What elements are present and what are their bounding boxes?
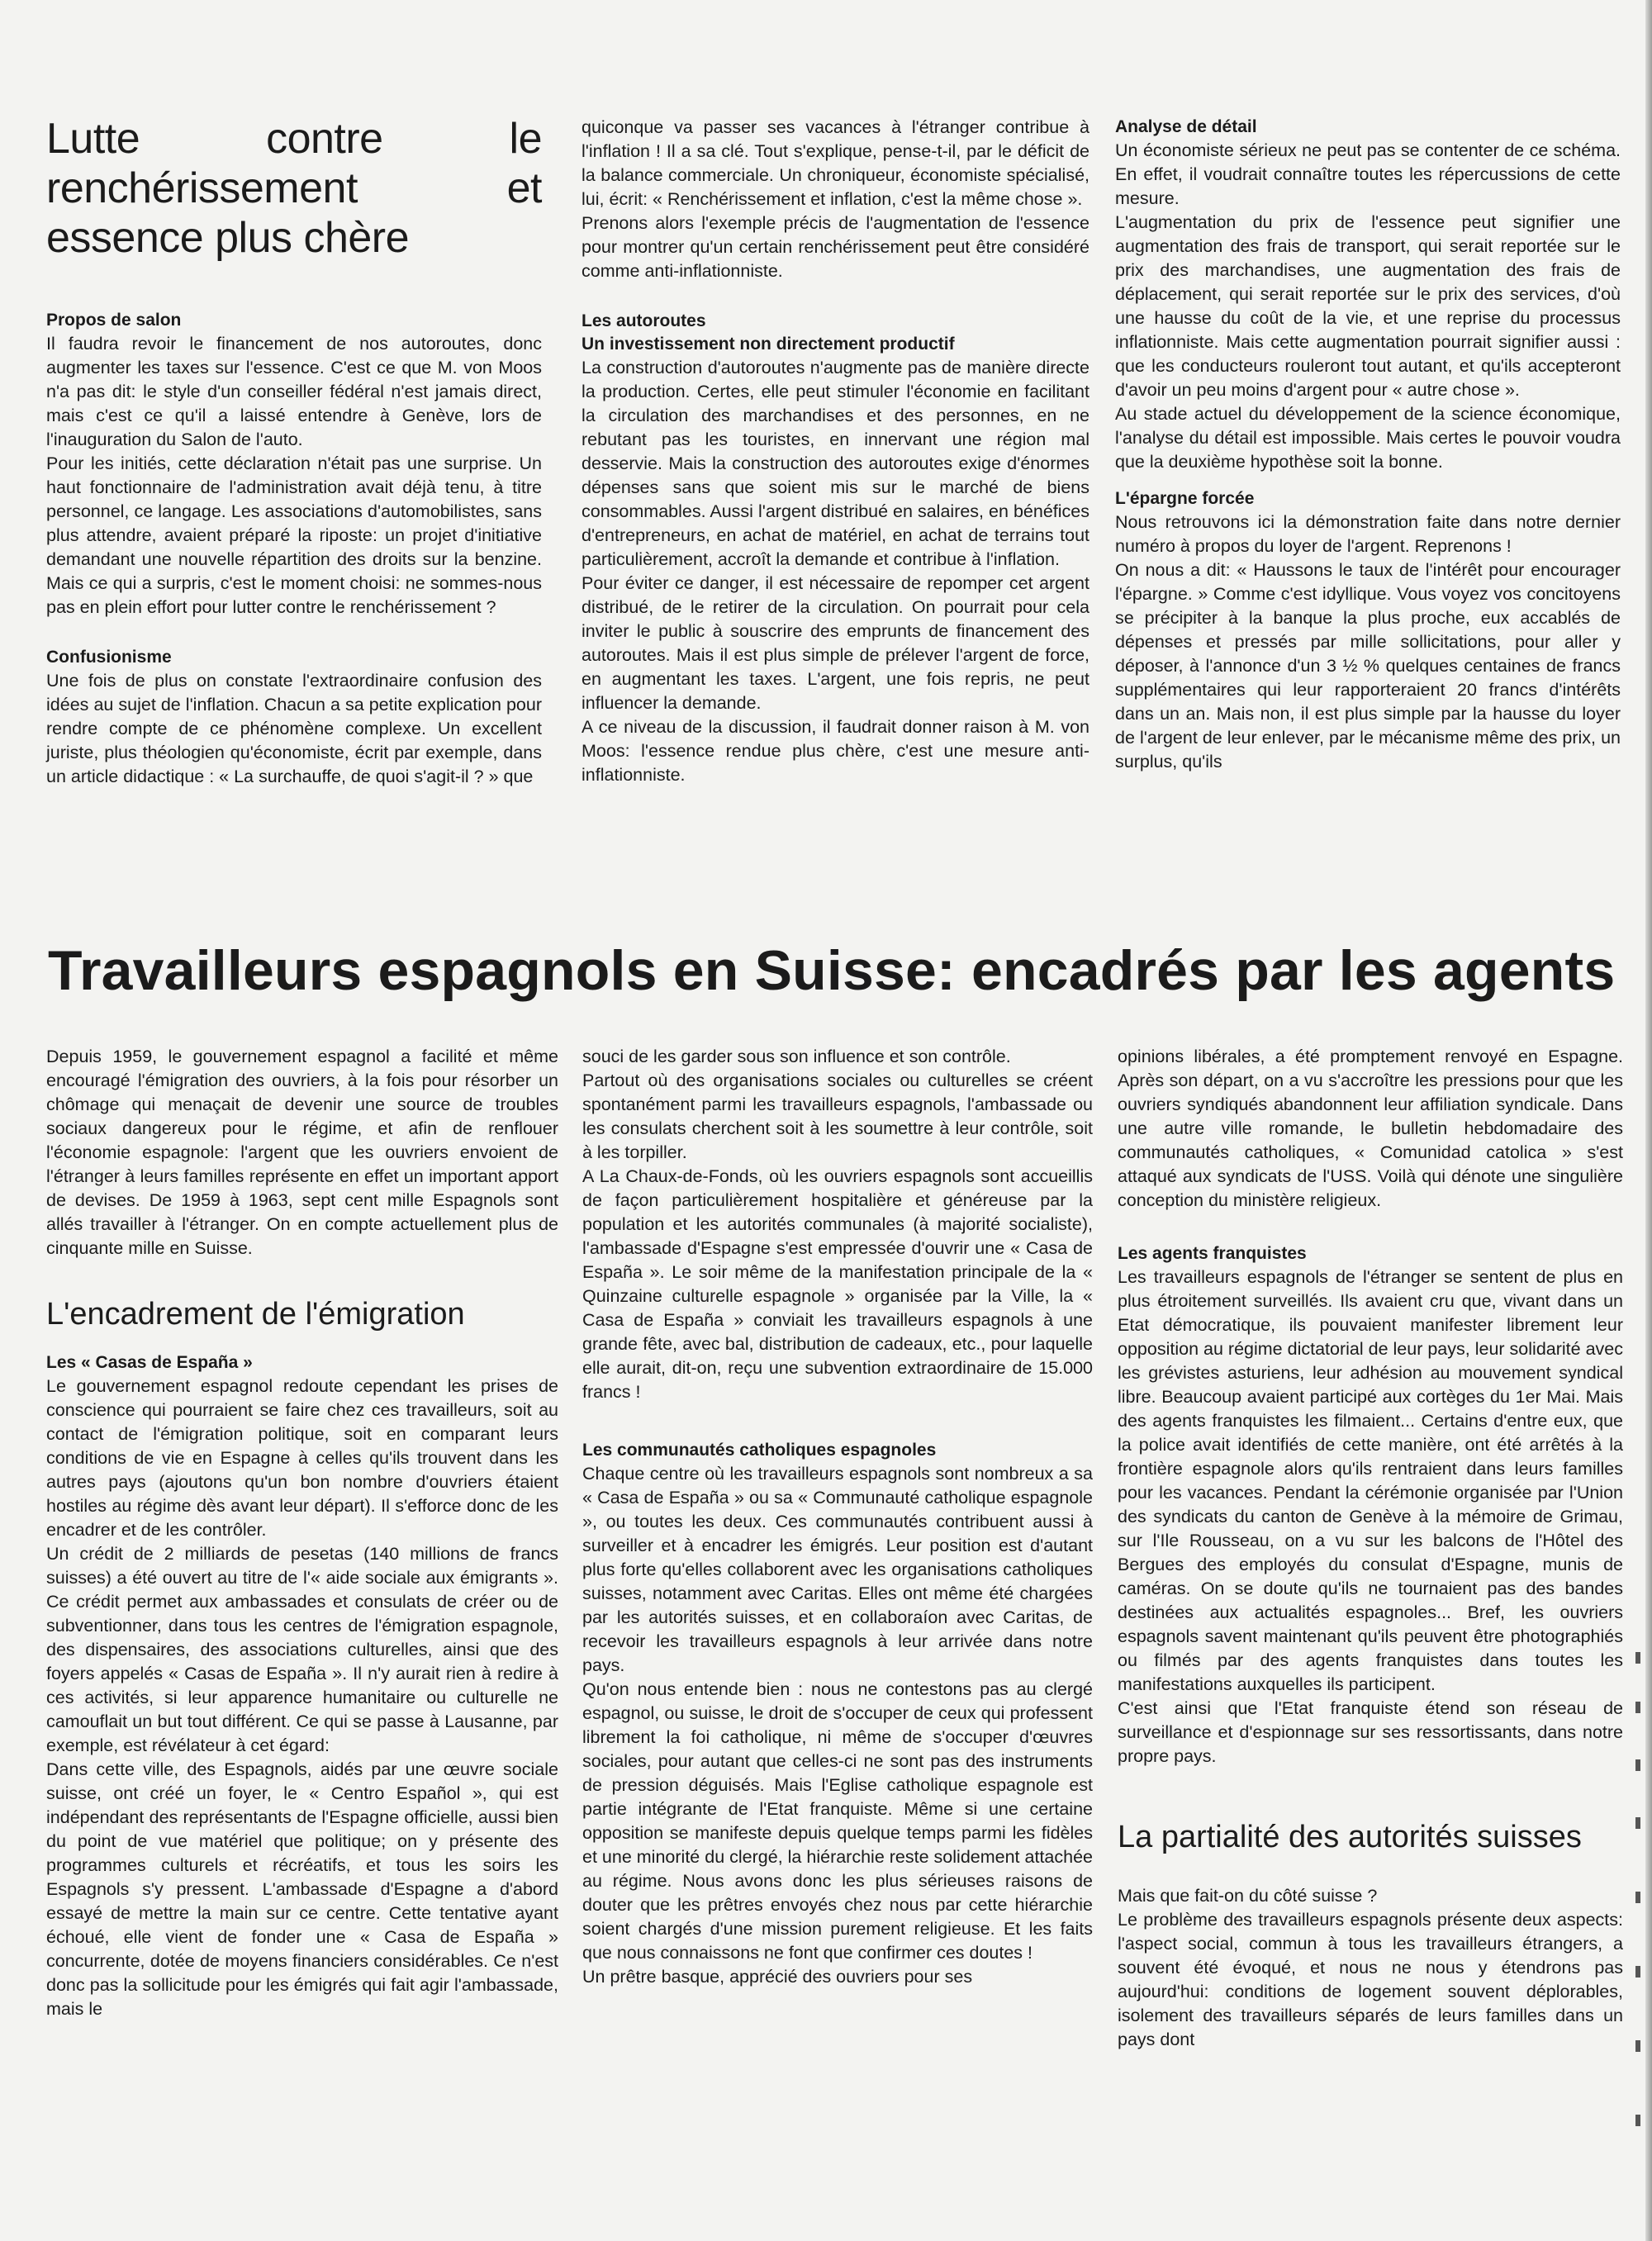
article1-paragraph: Au stade actuel du développement de la science économique, l'analyse du détail est impossible. Mais certes le pouvoir voudra que la deuxième hypothèse soit la bonne. [1115, 404, 1621, 472]
article1-subheading-analyse: Analyse de détail [1115, 117, 1257, 136]
article2-column-3 [1118, 1045, 1623, 2052]
article2-column-1 [46, 1045, 558, 2021]
page-edge-mark [1635, 1652, 1640, 1664]
article2-paragraph: souci de les garder sous son influence et son contrôle. [582, 1047, 1011, 1066]
article2-paragraph: Un crédit de 2 milliards de pesetas (140 millions de francs suisses) a été ouvert au titre de l'« aide sociale aux émigrants ». Ce crédit permet aux ambassades et consulats de créer ou de subventionner, dans tous les centres de l'émigration espagnole, des dispensaires, des associations culturelles, ainsi que des foyers appelés « Casas de España ». Il n'y aurait rien à redire à ces activités, si leur apparence humanitaire ou culturelle ne camouflait un but tout différent. Ce qui se passe à Lausanne, par exemple, est révélateur à cet égard: [46, 1544, 558, 1755]
page-edge-mark [1635, 2115, 1640, 2126]
article2-paragraph: Les travailleurs espagnols de l'étranger se sentent de plus en plus étroitement surveillés. Ils avaient cru que, vivant dans un Etat démocratique, ils pouvaient manifester librement leur opposition au régime dictatorial de leur pays, leur solidarité avec les grévistes asturiens, leur adhésion au mouvement syndical libre. Beaucoup avaient participé aux cortèges du 1er Mai. Mais des agents franquistes les filmaient... Certains d'entre eux, que la police avait identifiés de cette manière, ont été arrêtés à la frontière espagnole alors qu'ils rentraient dans leurs familles pour les vacances. Pendant la cérémonie organisée par l'Union des syndicats du canton de Genève à la mémoire de Grimau, sur l'Ile Rousseau, on a vu sur les balcons de l'Hôtel des Bergues des employés du consulat d'Espagne, munis de caméras. On se doute qu'ils ne tournaient pas des bandes destinées aux actualités espagnoles... Bref, les ouvriers espagnols savent maintenant qu'ils peuvent être photographiés ou filmés par des agents franquistes dans toutes les manifestations auxquelles ils participent. [1118, 1267, 1623, 1694]
article2-subheading-communautes: Les communautés catholiques espagnoles [582, 1441, 937, 1460]
article1-paragraph: Nous retrouvons ici la démonstration faite dans notre dernier numéro à propos du loyer de l'argent. Reprenons ! [1115, 512, 1621, 556]
page-edge-mark [1635, 1702, 1640, 1713]
article1-subheading-autoroutes: Les autoroutes [582, 311, 706, 330]
article2-subheading-agents: Les agents franquistes [1118, 1244, 1307, 1263]
article1-paragraph: quiconque va passer ses vacances à l'étranger contribue à l'inflation ! Il a sa clé. Tout s'explique, pense-t-il, par le déficit de la balance commerciale. Un chroniqueur, économiste spécialisé, lui, écrit: « Renchérissement et inflation, c'est la même chose ». [582, 117, 1089, 209]
article1-paragraph: Pour éviter ce danger, il est nécessaire de repomper cet argent distribué, de le retirer de la circulation. On pourrait pour cela inviter le public à souscrire des emprunts de financement des autoroutes. Mais il est plus simple de prélever l'argent de force, en augmentant les taxes. L'argent, une fois repris, ne peut influencer la demande. [582, 573, 1089, 713]
article2-paragraph: Le gouvernement espagnol redoute cependant les prises de conscience qui pourraient se faire chez ces travailleurs, soit au contact de l'émigration politique, soit en comparant leurs conditions de vie en Espagne à celles qu'ils trouvent dans les autres pays (ajoutons qu'un bon nombre d'ouvriers étaient hostiles au régime dès avant leur départ). Il s'efforce donc de les encadrer et de les contrôler. [46, 1376, 558, 1540]
article2-paragraph: A La Chaux-de-Fonds, où les ouvriers espagnols sont accueillis de façon particulièrement hospitalière et généreuse par la population et les autorités communales (à majorité socialiste), l'ambassade d'Espagne s'est empressée d'ouvrir une « Casa de España ». Le soir même de la manifestation principale de la « Quinzaine culturelle espagnole » organisée par la Ville, la « Casa de España » conviait les travailleurs espagnols à une grande fête, avec bal, distribution de cadeaux, etc., pour laquelle elle aurait, dit-on, reçu une subvention extraordinaire de 15.000 francs ! [582, 1166, 1093, 1402]
article1-paragraph: A ce niveau de la discussion, il faudrait donner raison à M. von Moos: l'essence rendue plus chère, c'est une mesure anti-inflationniste. [582, 717, 1089, 785]
article2-paragraph: C'est ainsi que l'Etat franquiste étend son réseau de surveillance et d'espionnage sur ses ressortissants, dans notre propre pays. [1118, 1698, 1623, 1766]
article1-paragraph: La construction d'autoroutes n'augmente pas de manière directe la production. Certes, elle peut stimuler l'économie en facilitant la circulation des marchandises et des personnes, en ne rebutant pas les touristes, en innervant une région mal desservie. Mais la construction des autoroutes exige d'énormes dépenses sans que soient mis sur le marché de biens consommables. Aussi l'argent distribué en salaires, en bénéfices d'entrepreneurs, en achat de matériel, en achat de terrains tout particulièrement, accroît la demande et contribue à l'inflation. [582, 358, 1089, 569]
article2-paragraph: Depuis 1959, le gouvernement espagnol a facilité et même encouragé l'émigration des ouvriers, à la fois pour résorber un chômage qui menaçait de devenir une source de troubles sociaux dangereux pour le régime, et afin de renflouer l'économie espagnole: l'argent que les ouvriers envoient de l'étranger à leurs familles représente en effet un important apport de devises. De 1959 à 1963, sept cent mille Espagnols sont allés travailler à l'étranger. On en compte actuellement plus de cinquante mille en Suisse. [46, 1047, 558, 1258]
article1-paragraph: Un économiste sérieux ne peut pas se contenter de ce schéma. En effet, il voudrait connaître toutes les répercussions de cette mesure. [1115, 140, 1621, 208]
article2-paragraph: Mais que fait-on du côté suisse ? [1118, 1886, 1378, 1906]
article1-title: Lutte contre le renchérissement et essence plus chère [46, 115, 542, 262]
article1-column-2 [582, 116, 1089, 787]
page-edge-mark [1635, 1759, 1640, 1771]
article2-paragraph: Qu'on nous entende bien : nous ne contestons pas au clergé espagnol, ou suisse, le droit de s'occuper de ceux qui professent librement la foi catholique, ni même de s'occuper d'œuvres sociales, pour autant que celles-ci ne sont pas des instruments de pression déguisés. Mais l'Eglise catholique espagnole est partie intégrante de l'Etat franquiste. Même si une certaine opposition se manifeste depuis quelque temps parmi les fidèles et une minorité du clergé, la hiérarchie reste solidement attachée au régime. Nous avons donc les plus sérieuses raisons de douter que les prêtres envoyés chez nous par cette hiérarchie soient chargés d'une mission purement religieuse. Et les faits que nous connaissons ne font que confirmer ces doutes ! [582, 1679, 1093, 1963]
article2-paragraph: Le problème des travailleurs espagnols présente deux aspects: l'aspect social, commun à tous les travailleurs étrangers, a souvent été évoqué, et nous ne nous y étendrons pas aujourd'hui: conditions de logement souvent déplorables, isolement des travailleurs séparés de leurs familles dans un pays dont [1118, 1910, 1623, 2049]
article1-paragraph: On nous a dit: « Haussons le taux de l'intérêt pour encourager l'épargne. » Comme c'est idyllique. Vous voyez vos concitoyens se précipiter à la banque la plus proche, eux accablés de dépenses et pressés par mille sollicitations, pour aller y déposer, à l'annonce d'un 3 ½ % quelques centaines de francs supplémentaires qui leur rapporteraient 20 francs d'intérêts dans un an. Mais non, il est plus simple par la hausse du loyer de l'argent de leur enlever, par le mécanisme même des prix, un surplus, qu'ils [1115, 560, 1621, 772]
article2-section-heading-partialite: La partialité des autorités suisses [1118, 1820, 1582, 1854]
article1-paragraph: Une fois de plus on constate l'extraordinaire confusion des idées au sujet de l'inflation. Chacun a sa petite explication pour rendre compte de ce phénomène complexe. Un excellent juriste, plus théologien qu'économiste, écrit par exemple, dans un article didactique : « La surchauffe, de quoi s'agit-il ? » que [46, 671, 542, 786]
article2-title: Travailleurs espagnols en Suisse: encadrés par les agents [48, 939, 1616, 1002]
article1-subheading-confusionisme: Confusionisme [46, 648, 172, 667]
article2-paragraph: Chaque centre où les travailleurs espagnols sont nombreux a sa « Casa de España » ou sa « Communauté catholique espagnole », ou toutes les deux. Ces communautés contribuent aussi à surveiller et à encadrer les émigrés. Leur position est d'autant plus forte qu'elles collaborent avec les organisations catholiques suisses, notamment avec Caritas. Elles ont même été chargées par les autorités suisses, et en collaboraíon avec Caritas, de recevoir les travailleurs espagnols à leur arrivée dans notre pays. [582, 1464, 1093, 1675]
article1-column-3 [1115, 116, 1621, 774]
article1-column-1 [46, 114, 542, 789]
article2-paragraph: Un prêtre basque, apprécié des ouvriers pour ses [582, 1967, 973, 1987]
page-edge-mark [1635, 2040, 1640, 2052]
article1-paragraph: Pour les initiés, cette déclaration n'était pas une surprise. Un haut fonctionnaire de l'administration avait déjà tenu, à titre personnel, ce langage. Les associations d'automobilistes, sans plus attendre, avaient préparé la riposte: un projet d'initiative demandant une nouvelle répartition des droits sur la benzine. Mais ce qui a surpris, c'est le moment choisi: ne sommes-nous pas en plein effort pour lutter contre le renchérissement ? [46, 453, 542, 617]
article1-subheading-epargne: L'épargne forcée [1115, 489, 1255, 508]
page-edge [1645, 0, 1652, 2241]
article2-subheading-casas: Les « Casas de España » [46, 1353, 253, 1372]
article2-section-heading-encadrement: L'encadrement de l'émigration [46, 1297, 465, 1332]
article1-paragraph: L'augmentation du prix de l'essence peut signifier une augmentation des frais de transport, qui serait reportée sur le prix des marchandises, une augmentation des frais de déplacement, qui serait reportée sur le prix des services, d'où une hausse du coût de la vie, et une reprise du processus inflationniste. Mais cette augmentation pourrait signifier aussi : que les conducteurs rouleront tout autant, et qu'ils accepteront d'avoir un peu moins d'argent pour « autre chose ». [1115, 212, 1621, 400]
article2-paragraph: opinions libérales, a été promptement renvoyé en Espagne. Après son départ, on a vu s'accroître les pressions pour que les ouvriers syndiqués abandonnent leur affiliation syndicale. Dans une autre ville romande, le bulletin hebdomadaire des communautés catholiques, « Comunidad catolica » s'est attaqué aux syndicats de l'USS. Voilà qui dénote une singulière conception du ministère religieux. [1118, 1047, 1623, 1210]
article2-column-2 [582, 1045, 1093, 1989]
article2-paragraph: Dans cette ville, des Espagnols, aidés par une œuvre sociale suisse, ont créé un foyer, le « Centro Español », qui est indépendant des représentants de l'Espagne officielle, aussi bien du point de vue matériel que politique; on y présente des programmes culturels et récréatifs, et tous les soirs les Espagnols s'y pressent. L'ambassade d'Espagne a d'abord essayé de mettre la main sur ce centre. Cette tentative ayant échoué, elle vient de fonder une « Casa de España » concurrente, dotée de moyens financiers considérables. Ce n'est donc pas la sollicitude pour les émigrés qui fait agir l'ambassade, mais le [46, 1759, 558, 2019]
article1-subheading-investissement: Un investissement non directement productif [582, 335, 955, 354]
article2-paragraph: Partout où des organisations sociales ou culturelles se créent spontanément parmi les travailleurs espagnols, l'ambassade ou les consulats cherchent soit à les soumettre à leur contrôle, soit à les torpiller. [582, 1071, 1093, 1162]
article1-paragraph: Il faudra revoir le financement de nos autoroutes, donc augmenter les taxes sur l'essence. C'est ce que M. von Moos n'a pas dit: le style d'un conseiller fédéral n'est jamais direct, mais c'est ce qu'il a laissé entendre à Genève, lors de l'inauguration du Salon de l'auto. [46, 334, 542, 449]
article1-paragraph: Prenons alors l'exemple précis de l'augmentation de l'essence pour montrer qu'un certain renchérissement peut être considéré comme anti-inflationniste. [582, 213, 1089, 281]
page-edge-mark [1635, 1892, 1640, 1903]
page-edge-mark [1635, 1966, 1640, 1977]
page-edge-mark [1635, 1817, 1640, 1829]
article1-subheading-propos: Propos de salon [46, 311, 182, 330]
